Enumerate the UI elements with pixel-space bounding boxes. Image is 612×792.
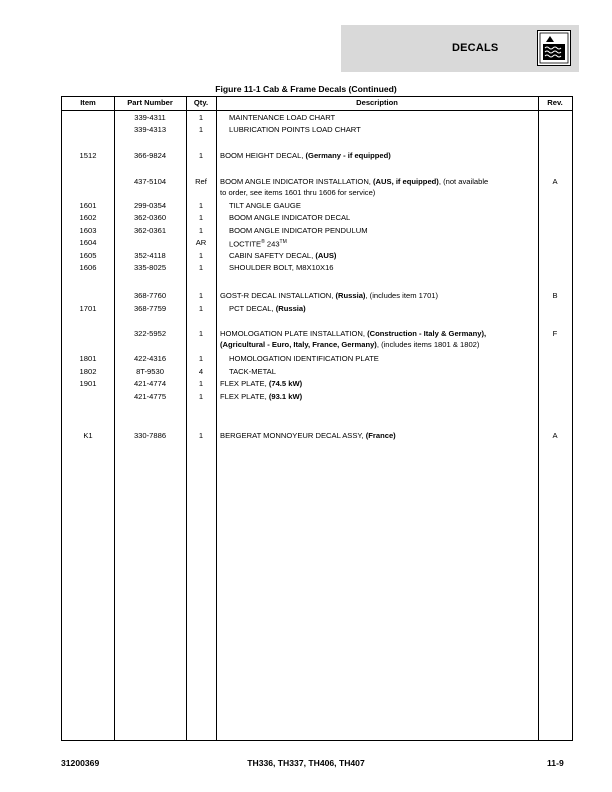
description [220, 176, 538, 198]
item-number: 1512 [79, 151, 97, 160]
description-desc-bold: (Russia) [275, 304, 306, 313]
description-desc-line2: , (includes items 1801 & 1802) [376, 340, 480, 349]
description-desc: FLEX PLATE, [220, 392, 269, 401]
quantity: 1 [198, 201, 204, 210]
description-desc: GOST-R DECAL INSTALLATION, [220, 291, 336, 300]
description-desc: BERGERAT MONNOYEUR DECAL ASSY, [220, 431, 366, 440]
description-desc: PCT DECAL, [229, 304, 276, 313]
description [229, 200, 547, 211]
description [229, 112, 547, 123]
part-number: 322-5952 [133, 329, 167, 338]
revision: A [552, 177, 558, 186]
quantity: 1 [198, 392, 204, 401]
quantity: 1 [198, 251, 204, 260]
description-desc-bold: (AUS, if equipped) [373, 177, 439, 186]
description-desc-bold: (Germany - if equipped) [305, 151, 391, 160]
description-desc: TACK-METAL [229, 367, 276, 376]
quantity: 1 [198, 125, 204, 134]
description [220, 430, 538, 441]
description [220, 391, 538, 402]
part-number: 299-0354 [133, 201, 167, 210]
description-desc-after: , (not available [438, 177, 489, 186]
header-rev: Rev. [547, 98, 563, 107]
description-desc-line2: to order, see items 1601 thru 1606 for service) [220, 188, 376, 197]
quantity: 1 [198, 226, 204, 235]
description-desc: TILT ANGLE GAUGE [229, 201, 301, 210]
description [229, 250, 547, 261]
quantity: 1 [198, 354, 204, 363]
description [229, 303, 547, 314]
part-number: 422-4316 [133, 354, 167, 363]
part-number: 362-0360 [133, 213, 167, 222]
parts-table [61, 96, 573, 741]
header-description: Description [356, 98, 398, 107]
column-divider [216, 97, 217, 740]
description-desc: LUBRICATION POINTS LOAD CHART [229, 125, 361, 134]
part-number: 362-0361 [133, 226, 167, 235]
description-desc-bold: (74.5 kW) [268, 379, 303, 388]
part-number: 335-8025 [133, 263, 167, 272]
description [229, 366, 547, 377]
item-number: 1606 [79, 263, 97, 272]
part-number: 339-4311 [134, 113, 166, 122]
item-number: 1601 [79, 201, 97, 210]
quantity: 1 [198, 304, 204, 313]
part-number: 8T-9530 [136, 367, 164, 376]
figure-title: Figure 11-1 Cab & Frame Decals (Continued) [215, 84, 397, 94]
description [229, 212, 547, 223]
description [229, 353, 547, 364]
quantity: Ref [195, 177, 207, 186]
item-number: 1801 [79, 354, 97, 363]
part-number: 437-5104 [133, 177, 167, 186]
item-number: 1604 [79, 238, 97, 247]
quantity: 1 [198, 329, 204, 338]
quantity: 1 [198, 431, 204, 440]
quantity: 1 [198, 379, 204, 388]
quantity: 1 [198, 213, 204, 222]
quantity: 1 [198, 291, 204, 300]
part-number: 421-4774 [133, 379, 167, 388]
description-desc-bold: (AUS) [315, 251, 337, 260]
description-desc-sup: ® [261, 239, 265, 245]
part-number: 368-7760 [133, 291, 167, 300]
column-divider [114, 97, 115, 740]
revision: B [552, 291, 558, 300]
description-desc-sup2: TM [279, 239, 287, 245]
description-desc-after: , (includes item 1701) [365, 291, 439, 300]
header-part-number: Part Number [127, 98, 173, 107]
section-title: DECALS [452, 42, 499, 54]
description [220, 290, 538, 301]
part-number: 339-4313 [133, 125, 167, 134]
description-desc-bold: (93.1 kW) [268, 392, 303, 401]
column-divider [186, 97, 187, 740]
page-number: 11-9 [547, 758, 564, 768]
description-desc: BOOM ANGLE INDICATOR DECAL [229, 213, 351, 222]
description [229, 237, 547, 250]
description [220, 378, 538, 389]
description-desc: BOOM HEIGHT DECAL, [220, 151, 306, 160]
header-item: Item [80, 98, 96, 107]
description-desc: CABIN SAFETY DECAL, [229, 251, 316, 260]
part-number: 366-9824 [133, 151, 167, 160]
description-desc: SHOULDER BOLT, M8X10X16 [229, 263, 334, 272]
description-desc-after: 243 [264, 239, 280, 249]
item-number: 1605 [79, 251, 97, 260]
column-divider [538, 97, 539, 740]
item-number: 1603 [79, 226, 97, 235]
description [220, 150, 538, 161]
item-number: 1602 [79, 213, 97, 222]
doc-number: 31200369 [61, 758, 100, 768]
description-desc: BOOM ANGLE INDICATOR PENDULUM [229, 226, 368, 235]
description-desc: HOMOLOGATION IDENTIFICATION PLATE [229, 354, 379, 363]
item-number: 1701 [79, 304, 97, 313]
description [229, 262, 547, 273]
quantity: 1 [198, 113, 204, 122]
item-number: 1802 [79, 367, 97, 376]
description-desc: BOOM ANGLE INDICATOR INSTALLATION, [220, 177, 374, 186]
description-desc-bold: (Russia) [335, 291, 366, 300]
revision: F [552, 329, 558, 338]
table-header [62, 97, 572, 111]
description-desc-line2-bold: (Agricultural - Euro, Italy, France, Germany) [220, 340, 377, 349]
part-number: 421-4775 [133, 392, 167, 401]
description-desc: MAINTENANCE LOAD CHART [229, 113, 336, 122]
quantity: 1 [198, 263, 204, 272]
quantity: AR [195, 238, 207, 247]
description-desc-bold: (France) [365, 431, 396, 440]
header-qty: Qty. [193, 98, 209, 107]
description-desc: LOCTITE [229, 239, 262, 249]
description [220, 328, 538, 350]
part-number: 330-7886 [133, 431, 167, 440]
description-desc: HOMOLOGATION PLATE INSTALLATION, [220, 329, 368, 338]
description-desc: FLEX PLATE, [220, 379, 269, 388]
revision: A [552, 431, 558, 440]
description-desc-bold: (Construction - Italy & Germany), [367, 329, 487, 338]
description [229, 124, 547, 135]
quantity: 4 [198, 367, 204, 376]
model-list: TH336, TH337, TH406, TH407 [247, 758, 365, 768]
part-number: 352-4118 [134, 251, 166, 260]
description [229, 225, 547, 236]
quantity: 1 [198, 151, 204, 160]
part-number: 368-7759 [133, 304, 167, 313]
item-number: K1 [83, 431, 93, 440]
decal-book-icon [537, 30, 571, 66]
item-number: 1901 [79, 379, 97, 388]
